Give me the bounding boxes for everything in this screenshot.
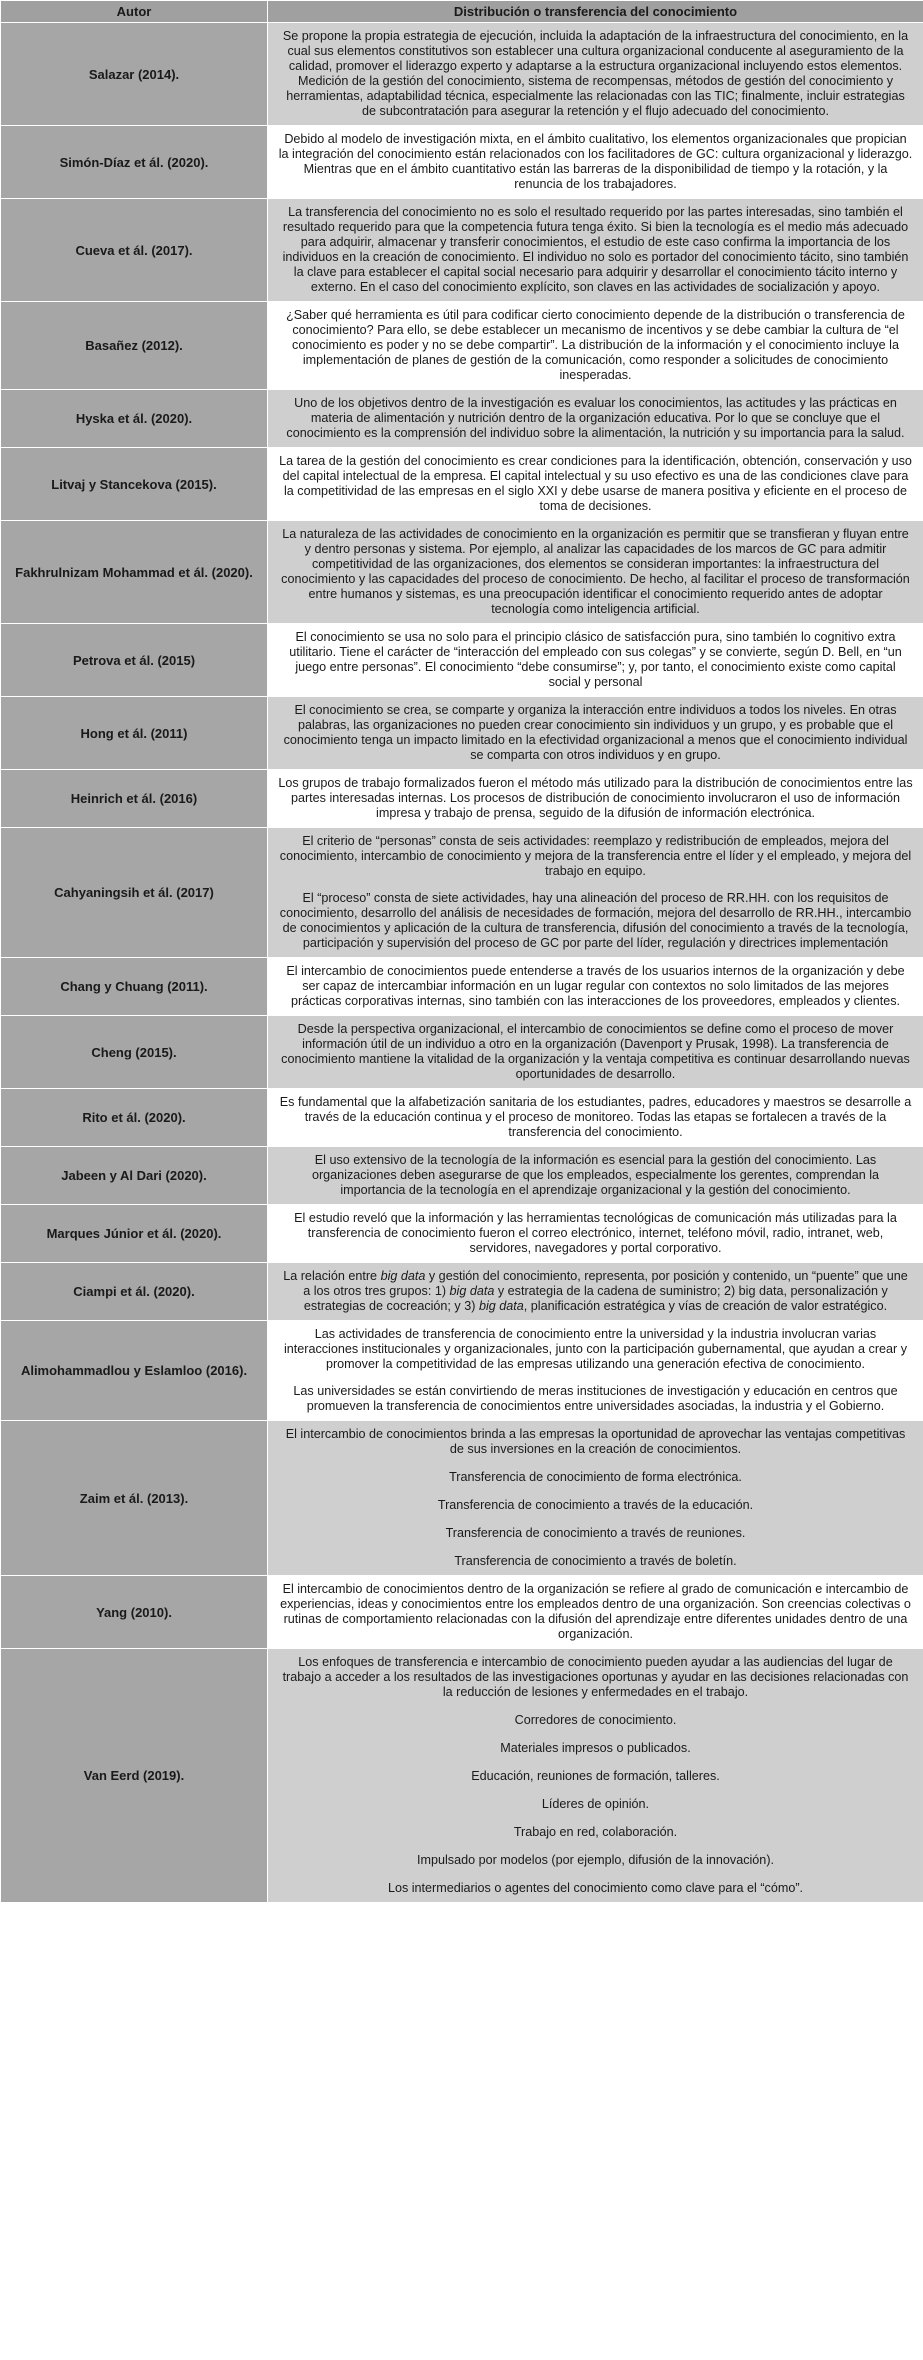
description-paragraph: Los grupos de trabajo formalizados fueron el método más utilizado para la distribución de conocimientos entre las partes interesadas internas. Los procesos de distribución de conocimiento involucraron el uso de información impresa y trabajo de prensa, seguido de la difusión de información electrónica. bbox=[278, 776, 913, 820]
italic-term: big data bbox=[449, 1284, 495, 1298]
author-cell: Yang (2010). bbox=[1, 1576, 268, 1649]
author-cell: Cueva et ál. (2017). bbox=[1, 199, 268, 302]
author-cell: Alimohammadlou y Eslamloo (2016). bbox=[1, 1321, 268, 1421]
author-cell: Fakhrulnizam Mohammad et ál. (2020). bbox=[1, 521, 268, 624]
table-row bbox=[1, 828, 923, 958]
italic-term: big data bbox=[478, 1299, 524, 1313]
description-paragraph: Materiales impresos o publicados. bbox=[500, 1741, 691, 1755]
description-cell bbox=[268, 1649, 923, 1903]
description-cell bbox=[268, 1421, 923, 1576]
description-cell bbox=[268, 521, 923, 624]
description-cell bbox=[268, 1321, 923, 1421]
description-paragraph: ¿Saber qué herramienta es útil para codificar cierto conocimiento depende de la distribución o transferencia de conocimiento? Para ello, se debe establecer un mecanismo de incentivos y se debe cambiar la cultura de “el conocimiento es poder y no se debe compartir”. La distribución de la información y el conocimiento incluye la implementación de planes de gestión de la comunicación, como responder a solicitudes de conocimiento inesperadas. bbox=[286, 308, 905, 382]
description-paragraph: El “proceso” consta de siete actividades, hay una alineación del proceso de RR.HH. con los requisitos de conocimiento, desarrollo del análisis de necesidades de formación, mejora del desarrollo de RR.HH., intercambio de conocimientos y aplicación de la cultura de transferencia, difusión del conocimiento a través de la tecnología, participación y supervisión del proceso de GC por parte del líder, regulación y directrices implementación bbox=[279, 891, 912, 950]
table-row bbox=[1, 1205, 923, 1263]
description-cell bbox=[268, 1263, 923, 1321]
description-paragraph: El intercambio de conocimientos dentro de la organización se refiere al grado de comunicación e intercambio de experiencias, ideas y conocimientos entre los empleados dentro de una organización. Son creencias colectivas o rutinas de comportamiento relacionadas con la difusión del aprendizaje entre diferentes unidades dentro de una organización. bbox=[280, 1582, 911, 1641]
author-cell: Cahyaningsih et ál. (2017) bbox=[1, 828, 268, 958]
author-cell: Heinrich et ál. (2016) bbox=[1, 770, 268, 828]
description-paragraph: Líderes de opinión. bbox=[541, 1797, 650, 1811]
description-paragraph: El intercambio de conocimientos brinda a las empresas la oportunidad de aprovechar las ventajas competitivas de sus inversiones en la creación de conocimientos. bbox=[285, 1427, 906, 1456]
description-paragraph: El estudio reveló que la información y las herramientas tecnológicas de comunicación más utilizadas para la transferencia de conocimiento fueron el correo electrónico, internet, teléfono móvil, radio, intranet, web, servidores, navegadores y portal corporativo. bbox=[294, 1211, 897, 1255]
description-cell bbox=[268, 199, 923, 302]
description-paragraph: Trabajo en red, colaboración. bbox=[513, 1825, 678, 1839]
author-cell: Zaim et ál. (2013). bbox=[1, 1421, 268, 1576]
table-row bbox=[1, 448, 923, 521]
description-paragraph: El uso extensivo de la tecnología de la información es esencial para la gestión del conocimiento. Las organizaciones deben asegurarse de que los empleados, especialmente los gerentes, comprendan la importancia de la tecnología en el aprendizaje organizacional y la gestión del conocimiento. bbox=[311, 1153, 880, 1197]
author-cell: Marques Júnior et ál. (2020). bbox=[1, 1205, 268, 1263]
table-row bbox=[1, 1147, 923, 1205]
table-row bbox=[1, 199, 923, 302]
description-cell bbox=[268, 624, 923, 697]
italic-term: big data bbox=[380, 1269, 426, 1283]
description-cell bbox=[268, 1576, 923, 1649]
author-cell: Rito et ál. (2020). bbox=[1, 1089, 268, 1147]
description-cell bbox=[268, 126, 923, 199]
table-row bbox=[1, 697, 923, 770]
author-cell: Petrova et ál. (2015) bbox=[1, 624, 268, 697]
table-row bbox=[1, 1649, 923, 1903]
table-row bbox=[1, 126, 923, 199]
description-column-header: Distribución o transferencia del conocimiento bbox=[268, 1, 923, 23]
description-paragraph: Transferencia de conocimiento a través de reuniones. bbox=[445, 1526, 746, 1540]
description-paragraph: Los enfoques de transferencia e intercambio de conocimiento pueden ayudar a las audiencias del lugar de trabajo a acceder a los resultados de las investigaciones oportunas y ayudar en las decisiones relacionadas con la reducción de lesiones y enfermedades en el trabajo. bbox=[282, 1655, 909, 1699]
author-column-header: Autor bbox=[1, 1, 268, 23]
description-paragraph: Se propone la propia estrategia de ejecución, incluida la adaptación de la infraestructura del conocimiento, en la cual sus elementos constitutivos son establecer una cultura organizacional conducente al aseguramiento de la calidad, promover el liderazgo experto y adaptarse a la estructura organizacional incluyendo estos elementos. Medición de la gestión del conocimiento, sistema de recompensas, métodos de gestión del conocimiento y herramientas, adaptabilidad técnica, especialmente las relacionadas con las TIC; finalmente, incluir estrategias de subcontratación para asegurar la retención y el flujo adecuado del conocimiento. bbox=[282, 29, 909, 118]
description-paragraph: Corredores de conocimiento. bbox=[514, 1713, 677, 1727]
table-row bbox=[1, 1421, 923, 1576]
table-row bbox=[1, 958, 923, 1016]
description-paragraph: Es fundamental que la alfabetización sanitaria de los estudiantes, padres, educadores y maestros se desarrolle a través de la educación continua y el proceso de monitoreo. Todas las etapas se fortalecen a través de la transferencia del conocimiento. bbox=[279, 1095, 912, 1139]
author-cell: Simón-Díaz et ál. (2020). bbox=[1, 126, 268, 199]
description-paragraph: Educación, reuniones de formación, talleres. bbox=[471, 1769, 720, 1783]
table-body bbox=[1, 23, 923, 1903]
description-paragraph: Las actividades de transferencia de conocimiento entre la universidad y la industria involucran varias interacciones institucionales y organizacionales, junto con la participación gubernamental, que ayudan a crear y promover la competitividad de las empresas utilizando una generación efectiva de conocimiento. bbox=[283, 1327, 908, 1371]
description-paragraph: Las universidades se están convirtiendo de meras instituciones de investigación y educación en centros que promueven la transferencia de conocimientos entre universidades asociadas, la industria y el Gobierno. bbox=[293, 1384, 898, 1413]
author-cell: Litvaj y Stancekova (2015). bbox=[1, 448, 268, 521]
description-cell bbox=[268, 23, 923, 126]
description-paragraph: Transferencia de conocimiento de forma electrónica. bbox=[449, 1470, 742, 1484]
description-paragraph: Impulsado por modelos (por ejemplo, difusión de la innovación). bbox=[416, 1853, 775, 1867]
table-row bbox=[1, 1089, 923, 1147]
description-cell bbox=[268, 1147, 923, 1205]
description-cell bbox=[268, 770, 923, 828]
description-paragraph: Uno de los objetivos dentro de la investigación es evaluar los conocimientos, las actitudes y las prácticas en materia de alimentación y nutrición dentro de la organización educativa. Por lo que se concluye que el conocimiento es la comprensión del individuo sobre la alimentación, la nutrición y su importancia para la salud. bbox=[286, 396, 905, 440]
description-cell bbox=[268, 697, 923, 770]
author-cell: Van Eerd (2019). bbox=[1, 1649, 268, 1903]
author-cell: Chang y Chuang (2011). bbox=[1, 958, 268, 1016]
table-row bbox=[1, 521, 923, 624]
table-row bbox=[1, 1016, 923, 1089]
table-row bbox=[1, 1321, 923, 1421]
author-cell: Hong et ál. (2011) bbox=[1, 697, 268, 770]
table-row bbox=[1, 1263, 923, 1321]
table-row bbox=[1, 770, 923, 828]
description-paragraph: La naturaleza de las actividades de conocimiento en la organización es permitir que se transfieran y fluyan entre y dentro personas y sistema. Por ejemplo, al analizar las capacidades de los marcos de GC para admitir competitividad de las organizaciones, dos elementos se consideran importantes: la infraestructura del conocimiento y las capacidades del proceso de conocimiento. De hecho, al facilitar el proceso de transformación entre humanos y sistemas, es una preocupación identificar el conocimiento requerido antes de adoptar tecnología como inteligencia artificial. bbox=[281, 527, 910, 616]
table-row bbox=[1, 302, 923, 390]
description-paragraph: El intercambio de conocimientos puede entenderse a través de los usuarios internos de la organización y debe ser capaz de intercambiar información en un lugar regular con contextos no solo limitados de las mejores prácticas corporativas internas, sino también con las interacciones de los proveedores, empleados y clientes. bbox=[286, 964, 905, 1008]
table-header-row bbox=[1, 1, 923, 23]
description-paragraph: Los intermediarios o agentes del conocimiento como clave para el “cómo”. bbox=[387, 1881, 804, 1895]
author-cell: Hyska et ál. (2020). bbox=[1, 390, 268, 448]
author-cell: Cheng (2015). bbox=[1, 1016, 268, 1089]
description-paragraph: Debido al modelo de investigación mixta, en el ámbito cualitativo, los elementos organizacionales que propician la integración del conocimiento están relacionados con los facilitadores de GC: cultura organizacional y liderazgo. Mientras que en el ámbito cuantitativo están las barreras de la disponibilidad de tiempo y la rotación, y la renuncia de los trabajadores. bbox=[278, 132, 913, 191]
description-cell bbox=[268, 1205, 923, 1263]
author-cell: Salazar (2014). bbox=[1, 23, 268, 126]
author-cell: Jabeen y Al Dari (2020). bbox=[1, 1147, 268, 1205]
author-cell: Basañez (2012). bbox=[1, 302, 268, 390]
description-cell bbox=[268, 1016, 923, 1089]
author-cell: Ciampi et ál. (2020). bbox=[1, 1263, 268, 1321]
description-paragraph: Desde la perspectiva organizacional, el intercambio de conocimientos se define como el proceso de mover información útil de un individuo a otro en la organización (Davenport y Prusak, 1998). La transferencia de conocimiento mantiene la vitalidad de la organización y la ventaja competitiva es continuar desarrollando nuevas oportunidades de desarrollo. bbox=[281, 1022, 910, 1081]
description-cell bbox=[268, 1089, 923, 1147]
description-paragraph: Transferencia de conocimiento a través de boletín. bbox=[454, 1554, 737, 1568]
description-paragraph: El criterio de “personas” consta de seis actividades: reemplazo y redistribución de empleados, mejora del conocimiento, intercambio de conocimiento y mejora de la transferencia entre el líder y el empleado, y mejora del trabajo en equipo. bbox=[279, 834, 912, 878]
description-cell bbox=[268, 390, 923, 448]
description-paragraph: La tarea de la gestión del conocimiento es crear condiciones para la identificación, obtención, conservación y uso del capital intelectual de la empresa. El capital intelectual y su uso efectivo es una de las condiciones clave para la competitividad de las empresas en el siglo XXI y debe usarse de manera positiva y eficiente en el proceso de toma de decisiones. bbox=[279, 454, 912, 513]
description-cell bbox=[268, 958, 923, 1016]
table-row bbox=[1, 1576, 923, 1649]
table-row bbox=[1, 624, 923, 697]
description-paragraph: Transferencia de conocimiento a través de la educación. bbox=[437, 1498, 754, 1512]
description-cell bbox=[268, 828, 923, 958]
description-paragraph: La relación entre big data y gestión del conocimiento, representa, por posición y contenido, un “puente” que une a los otros tres grupos: 1) big data y estrategia de la cadena de suministro; 2) big data, personalización y estrategias de cocreación; y 3) big data, planificación estratégica y vías de creación de valor estratégico. bbox=[283, 1269, 908, 1313]
description-cell bbox=[268, 448, 923, 521]
description-cell bbox=[268, 302, 923, 390]
description-paragraph: El conocimiento se usa no solo para el principio clásico de satisfacción pura, sino también lo cognitivo extra utilitario. Tiene el carácter de “interacción del empleado con sus colegas” y se convierte, según D. Bell, en “un juego entre personas”. El conocimiento “debe consumirse”; y, por tanto, el conocimiento existe como capital social y personal bbox=[289, 630, 902, 689]
description-paragraph: El conocimiento se crea, se comparte y organiza la interacción entre individuos a todos los niveles. En otras palabras, las organizaciones no pueden crear conocimiento sin individuos y un grupo, y es probable que el conocimiento tenga un impacto limitado en la efectividad organizacional a menos que el conocimiento individual se comparta con otros individuos y en grupo. bbox=[283, 703, 908, 762]
table-row bbox=[1, 390, 923, 448]
description-paragraph: La transferencia del conocimiento no es solo el resultado requerido por las partes interesadas, sino también el resultado requerido para que la competencia futura tenga éxito. Si bien la tecnología es el medio más adecuado para adquirir, almacenar y transferir conocimientos, el estudio de este caso confirma la importancia de los individuos en la creación de conocimiento. El individuo no solo es portador del conocimiento tácito, sino también la clave para establecer el capital social necesario para adquirir y desarrollar el conocimiento tácito interno y externo. En el caso del conocimiento explícito, son claves en las actividades de socialización y apoyo. bbox=[282, 205, 909, 294]
table-row bbox=[1, 23, 923, 126]
